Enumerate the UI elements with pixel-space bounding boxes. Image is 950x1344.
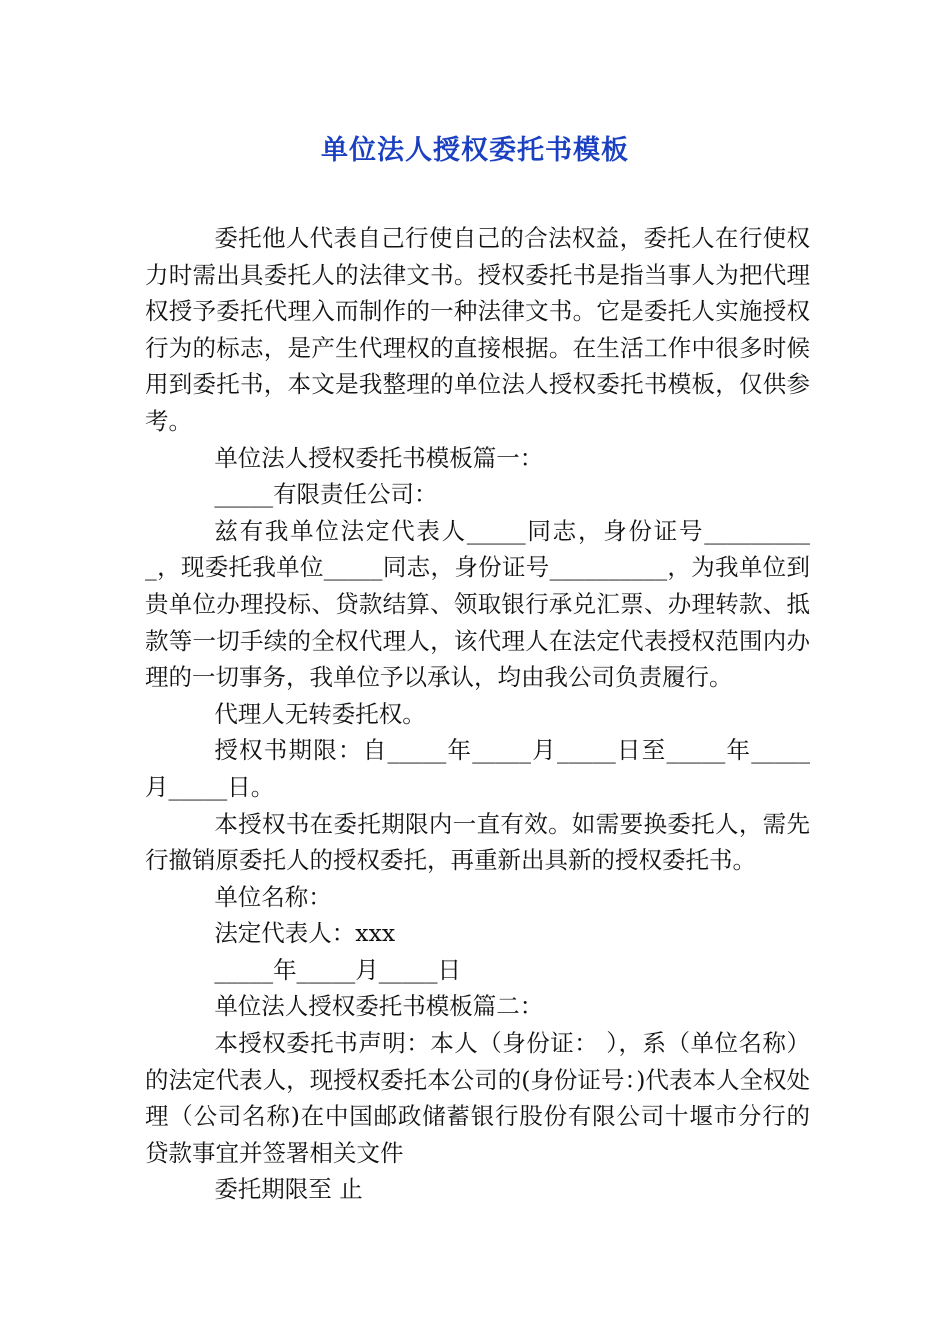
- addressee-line: _____有限责任公司：: [214, 480, 438, 509]
- no-subdelegation-line: 代理人无转委托权。: [214, 699, 426, 728]
- authorization-paragraph: 兹有我单位法定代表人_____同志，身份证号__________，现委托我单位_____同志，身份证号__________，为我单位到贵单位办理投标、贷款结算、领取银行承兑汇票、办理转款、抵款等一切手续的全权代理人，该代理人在法定代表授权范围内办理的一切事务，我单位予以承认，均由我公司负责履行。: [145, 516, 810, 692]
- unit-name-line: 单位名称：: [214, 882, 332, 911]
- intro-paragraph: 委托他人代表自己行使自己的合法权益，委托人在行使权力时需出具委托人的法律文书。授权委托书是指当事人为把代理权授予委托代理入而制作的一种法律文书。它是委托人实施授权行为的标志，是产生代理权的直接根据。在生活工作中很多时候用到委托书，本文是我整理的单位法人授权委托书模板，仅供参考。: [145, 224, 810, 435]
- section-heading-one: 单位法人授权委托书模板篇一：: [214, 443, 544, 472]
- legal-representative-line: 法定代表人：xxx: [214, 919, 396, 948]
- section-heading-two: 单位法人授权委托书模板篇二：: [214, 992, 544, 1021]
- validity-note-paragraph: 本授权书在委托期限内一直有效。如需要换委托人，需先行撤销原委托人的授权委托，再重新出具新的授权委托书。: [145, 809, 810, 875]
- declaration-paragraph: 本授权委托书声明：本人（身份证： ），系（单位名称）的法定代表人，现授权委托本公司的(身份证号：)代表本人全权处理（公司名称)在中国邮政储蓄银行股份有限公司十堰市分行的贷款事宜并签署相关文件: [145, 1029, 810, 1167]
- validity-period-line: 授权书期限：自_____年_____月_____日至_____年_____月_____日。: [145, 736, 810, 801]
- document-title: 单位法人授权委托书模板: [321, 135, 629, 166]
- term-line: 委托期限至 止: [214, 1175, 363, 1204]
- document-body: [145, 220, 810, 1208]
- date-line: _____年_____月_____日: [214, 955, 462, 984]
